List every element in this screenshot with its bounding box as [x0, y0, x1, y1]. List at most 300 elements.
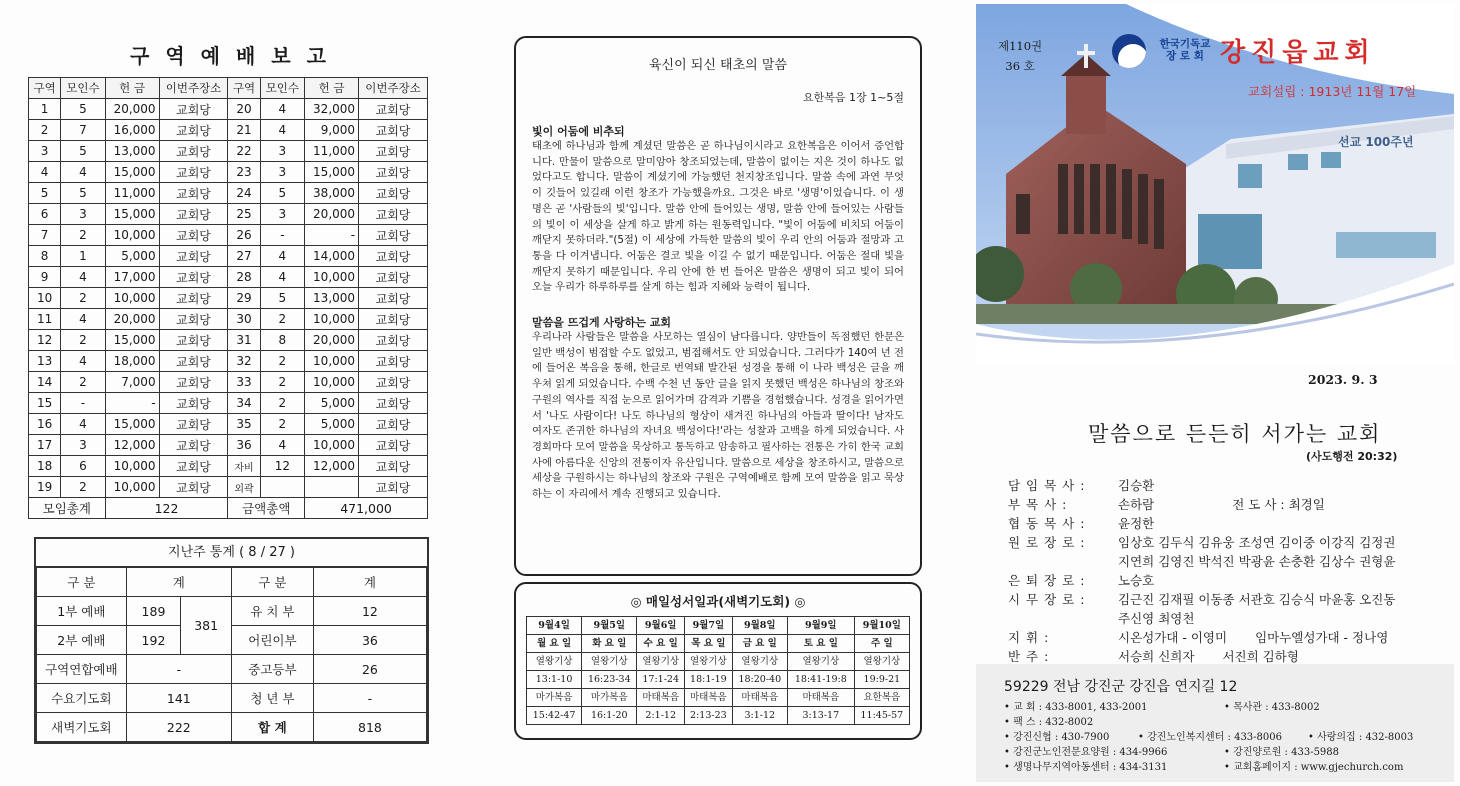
table-cell: 5,000 [305, 414, 359, 435]
staff-list [1008, 476, 1448, 666]
denomination-line: 장 로 회 [1166, 50, 1204, 62]
table-cell: 교회당 [359, 120, 428, 141]
reading-cell: 마태복음 [732, 689, 787, 707]
table-cell: 12,000 [305, 456, 359, 477]
total-value: 122 [105, 498, 228, 519]
table-cell: 11,000 [305, 141, 359, 162]
stats-value: - [313, 684, 426, 713]
table-cell [305, 477, 359, 498]
contact-line [1004, 760, 1454, 775]
table-row [29, 99, 428, 120]
col-header: 모인수 [61, 78, 105, 99]
table-row [29, 477, 428, 498]
table-row [29, 162, 428, 183]
table-cell: 30 [228, 309, 260, 330]
table-cell: 교회당 [159, 162, 228, 183]
stats-label: 새벽기도회 [37, 713, 127, 742]
table-row [29, 435, 428, 456]
contact-line [1004, 730, 1454, 745]
table-cell: 교회당 [159, 330, 228, 351]
table-cell: 8 [260, 330, 304, 351]
staff-role: 시 무 장 로 : [1008, 592, 1086, 607]
table-cell: 2 [61, 288, 105, 309]
table-cell: 5 [260, 288, 304, 309]
table-cell: 23 [228, 162, 260, 183]
reading-cell: 마태복음 [787, 689, 854, 707]
table-cell: 교회당 [359, 372, 428, 393]
reading-cell: 열왕기상 [854, 653, 909, 671]
reading-cell: 3:13-17 [787, 707, 854, 725]
table-cell: 7 [29, 225, 61, 246]
table-cell: 18,000 [105, 351, 159, 372]
staff-row [1008, 609, 1448, 628]
phone: • 목사관 : 433-8002 [1224, 702, 1320, 713]
table-cell: 2 [260, 414, 304, 435]
reading-cell: 11:45-57 [854, 707, 909, 725]
table-cell: 1 [61, 246, 105, 267]
stats-col-header: 계 [126, 568, 231, 597]
table-cell: 교회당 [359, 393, 428, 414]
phone: • 팩 스 : 432-8002 [1004, 717, 1094, 728]
table-cell: 교회당 [159, 351, 228, 372]
staff-row [1008, 476, 1448, 495]
table-cell: 25 [228, 204, 260, 225]
table-cell: 교회당 [159, 141, 228, 162]
reading-cell: 토 요 일 [787, 635, 854, 653]
table-cell: 6 [29, 204, 61, 225]
table-cell: 4 [260, 246, 304, 267]
staff-name: 노승호 [1118, 573, 1155, 588]
staff-role: 담 임 목 사 : [1008, 478, 1086, 493]
table-cell: 자비 [228, 456, 260, 477]
district-total-row [29, 498, 428, 519]
reading-row [527, 635, 910, 653]
col-header: 헌 금 [305, 78, 359, 99]
daily-readings [514, 582, 922, 740]
table-cell: 4 [61, 162, 105, 183]
table-cell: 교회당 [159, 477, 228, 498]
stats-col-header: 계 [313, 568, 426, 597]
table-cell: 10,000 [305, 435, 359, 456]
table-cell: 12 [260, 456, 304, 477]
table-cell: 5,000 [305, 393, 359, 414]
denomination-line: 한국기독교 [1159, 38, 1211, 50]
table-cell: 9 [29, 267, 61, 288]
stats-col-header: 구 분 [37, 568, 127, 597]
staff-role [1008, 552, 1118, 571]
staff-names [1118, 552, 1448, 571]
staff-extra: 서진희 김하형 [1222, 649, 1299, 664]
phone: • 교 회 : 433-8001, 433-2001 [1004, 702, 1148, 713]
staff-names [1118, 495, 1448, 514]
reading-cell: 마가복음 [527, 689, 582, 707]
table-cell: 4 [260, 120, 304, 141]
weekly-stats-title: 지난주 통계 ( 8 / 27 ) [36, 539, 427, 567]
reading-cell: 16:1-20 [582, 707, 637, 725]
table-cell: 5 [61, 99, 105, 120]
table-row [29, 246, 428, 267]
table-cell: 31 [228, 330, 260, 351]
daily-readings-table [526, 616, 910, 725]
table-cell: 4 [61, 309, 105, 330]
table-cell: 5 [260, 183, 304, 204]
table-cell: 15,000 [305, 162, 359, 183]
table-cell: - [105, 393, 159, 414]
sermon-paragraph: 우리나라 사람들은 말씀을 사모하는 열심이 남다릅니다. 양반들이 독점했던 한문은 일반 백성이 범접할 수도 없었고, 범접해서도 안 되었습니다. 그러다가 140여 년 전에 들어온 복음을 통해, 한글로 번역돼 발간된 성경을 통해 이 나라 백성은 글을 깨우쳐 읽게 되었습니다. 수백 수천 년 동안 글을 읽지 못했던 백성은 하나님의 창조와 구원의 역사를 직접 눈으로 읽어가며 감격과 기쁨을 경험했습니다. 성경을 읽어가면서 '나도 사람이다! 나도 하나님의 형상이 새겨진 하나님의 아들과 딸이다! 남자도 여자도 존귀한 하나님의 자녀요 백성이다!'라는 성찰과 고백을 하게 되었습니다. 사경회마다 모여 말씀을 묵상하고 통독하고 암송하고 필사하는 전통은 가히 한국 교회사에 아름다운 신앙의 전통이자 유산입니다. 말씀으로 세상을 창조하시고, 말씀으로 세상을 구원하시는 하나님의 창조와 구원은 구역예배로 함께 모여 말씀을 읽고 묵상하는 이 자리에서 계속 진행되고 있습니다. [532, 331, 904, 501]
sermon-box [514, 36, 922, 576]
table-cell: 15 [29, 393, 61, 414]
reading-cell: 마가복음 [582, 689, 637, 707]
table-row [29, 456, 428, 477]
table-cell: 3 [61, 435, 105, 456]
phone: • 강진군노인전문요양원 : 434-9966 [1004, 747, 1168, 758]
church-motto: 말씀으로 든든히 서가는 교회 [1088, 422, 1382, 446]
reading-cell: 18:20-40 [732, 671, 787, 689]
table-cell: 17 [29, 435, 61, 456]
staff-row [1008, 571, 1448, 590]
table-cell: 20 [228, 99, 260, 120]
sermon-title: 육신이 되신 태초의 말씀 [649, 58, 787, 73]
table-cell: 2 [29, 120, 61, 141]
table-cell: 4 [260, 267, 304, 288]
staff-name: 임상호 김두식 김유웅 조성연 김이중 이강직 김정권 [1118, 535, 1396, 550]
reading-row [527, 617, 910, 635]
table-cell: 33 [228, 372, 260, 393]
phone: • 강진신협 : 430-7900 [1004, 732, 1110, 743]
website-link[interactable]: • 교회홈페이지 : www.gjechurch.com [1224, 762, 1404, 773]
table-cell: 2 [260, 351, 304, 372]
reading-cell: 9월10일 [854, 617, 909, 635]
table-cell: 4 [61, 351, 105, 372]
table-cell: 2 [61, 330, 105, 351]
table-cell: 교회당 [359, 351, 428, 372]
bulletin-date: 2023. 9. 3 [1308, 372, 1378, 387]
staff-name: 손하람 [1118, 497, 1155, 512]
district-table [28, 77, 428, 519]
church-name: 강진읍교회 [1220, 38, 1376, 68]
table-cell: 2 [260, 309, 304, 330]
issue: 36 호 [1005, 59, 1035, 73]
reading-cell: 금 요 일 [732, 635, 787, 653]
reading-cell: 열왕기상 [685, 653, 733, 671]
table-cell: 3 [260, 204, 304, 225]
table-cell: 36 [228, 435, 260, 456]
table-cell: 11 [29, 309, 61, 330]
table-row [29, 183, 428, 204]
staff-name: 지연희 김영진 박석진 박광윤 손충환 김상수 권형윤 [1118, 554, 1396, 569]
contact-line [1004, 715, 1454, 730]
table-cell: 12,000 [105, 435, 159, 456]
reading-cell: 3:1-12 [732, 707, 787, 725]
table-cell: 교회당 [359, 414, 428, 435]
table-cell: 교회당 [359, 183, 428, 204]
district-table-header [29, 78, 428, 99]
table-row [29, 267, 428, 288]
table-cell: 14 [29, 372, 61, 393]
table-cell: 교회당 [159, 435, 228, 456]
table-cell: 10,000 [305, 267, 359, 288]
table-cell: 교회당 [359, 456, 428, 477]
reading-cell: 15:42-47 [527, 707, 582, 725]
church-address: 59229 전남 강진군 강진읍 연지길 12 [1004, 679, 1238, 695]
staff-role: 지 휘 : [1008, 630, 1050, 645]
reading-cell: 9월6일 [637, 617, 685, 635]
founded-date: 교회설립 : 1913년 11월 17일 [1248, 84, 1417, 99]
church-logo-icon [1112, 34, 1146, 68]
table-row [29, 225, 428, 246]
reading-cell: 열왕기상 [582, 653, 637, 671]
stats-label: 수요기도회 [37, 684, 127, 713]
table-row [29, 141, 428, 162]
staff-names [1118, 628, 1448, 647]
table-cell: 16 [29, 414, 61, 435]
table-cell: 20,000 [105, 309, 159, 330]
table-cell: 35 [228, 414, 260, 435]
table-cell: 3 [260, 162, 304, 183]
motto-reference: (사도행전 20:32) [1306, 450, 1398, 463]
staff-name: 서승희 신희자 [1118, 649, 1195, 664]
table-cell: 21 [228, 120, 260, 141]
table-cell: 18 [29, 456, 61, 477]
table-row [29, 204, 428, 225]
table-cell: 13 [29, 351, 61, 372]
staff-names [1118, 590, 1448, 609]
weekly-stats [34, 537, 429, 744]
table-cell: 교회당 [159, 204, 228, 225]
table-cell: 교회당 [159, 99, 228, 120]
stats-label: 합 계 [231, 713, 313, 742]
table-cell: 7,000 [105, 372, 159, 393]
table-cell: 교회당 [159, 372, 228, 393]
staff-row [1008, 533, 1448, 552]
staff-name: 주신영 최영천 [1118, 611, 1195, 626]
table-cell: 16,000 [105, 120, 159, 141]
phone: • 사랑의집 : 432-8003 [1308, 732, 1414, 743]
staff-row [1008, 552, 1448, 571]
reading-cell: 요한복음 [854, 689, 909, 707]
table-cell: 교회당 [359, 204, 428, 225]
denomination [1154, 38, 1216, 62]
table-cell: 20,000 [305, 330, 359, 351]
table-cell: 11,000 [105, 183, 159, 204]
stats-value: 36 [313, 626, 426, 655]
reading-cell: 9월4일 [527, 617, 582, 635]
reading-row [527, 671, 910, 689]
stats-value: 141 [126, 684, 231, 713]
table-cell: 2 [61, 372, 105, 393]
stats-label: 청 년 부 [231, 684, 313, 713]
table-cell: 4 [61, 267, 105, 288]
stats-label: 중고등부 [231, 655, 313, 684]
table-cell: 24 [228, 183, 260, 204]
reading-cell: 18:41-19:8 [787, 671, 854, 689]
contact-line [1004, 745, 1454, 760]
amount-value: 471,000 [305, 498, 428, 519]
table-cell: 32 [228, 351, 260, 372]
staff-name: 김근진 김재필 이동종 서관호 김승식 마윤홍 오진동 [1118, 592, 1396, 607]
daily-readings-title: ◎ 매일성서일과(새벽기도회) ◎ [630, 594, 806, 609]
table-cell: 4 [260, 435, 304, 456]
table-cell: 4 [29, 162, 61, 183]
col-header: 구역 [228, 78, 260, 99]
table-cell: 교회당 [159, 393, 228, 414]
stats-label: 어린이부 [231, 626, 313, 655]
table-row [29, 120, 428, 141]
staff-extra: 전 도 사 : 최경일 [1232, 497, 1325, 512]
total-label: 모임총계 [29, 498, 106, 519]
table-cell: 교회당 [359, 309, 428, 330]
table-cell: - [260, 225, 304, 246]
table-cell: 17,000 [105, 267, 159, 288]
table-cell: 5 [61, 183, 105, 204]
table-cell: 15,000 [105, 162, 159, 183]
table-cell: 9,000 [305, 120, 359, 141]
stats-label: 유 치 부 [231, 597, 313, 626]
building-sign: 선교 100주년 [1338, 135, 1414, 149]
cover [976, 4, 1454, 782]
stats-value: 192 [126, 626, 181, 655]
table-cell: 교회당 [359, 477, 428, 498]
table-cell: 19 [29, 477, 61, 498]
stats-value: 189 [126, 597, 181, 626]
table-cell: 10,000 [305, 309, 359, 330]
table-cell: - [61, 393, 105, 414]
reading-cell: 열왕기상 [732, 653, 787, 671]
table-cell: 10,000 [305, 351, 359, 372]
staff-row [1008, 514, 1448, 533]
table-cell: 교회당 [159, 288, 228, 309]
staff-names [1118, 533, 1448, 552]
reading-cell: 마태복음 [637, 689, 685, 707]
reading-row [527, 707, 910, 725]
volume-issue [998, 36, 1042, 76]
reading-cell: 2:13-23 [685, 707, 733, 725]
reading-cell: 열왕기상 [527, 653, 582, 671]
district-report [28, 40, 428, 519]
table-cell: 6 [61, 456, 105, 477]
col-header: 이번주장소 [159, 78, 228, 99]
reading-cell: 19:9-21 [854, 671, 909, 689]
table-cell: 교회당 [159, 246, 228, 267]
staff-name: 시온성가대 - 이영미 [1118, 630, 1228, 645]
staff-row [1008, 628, 1448, 647]
reading-cell: 18:1-19 [685, 671, 733, 689]
reading-cell: 2:1-12 [637, 707, 685, 725]
table-cell: 10,000 [105, 225, 159, 246]
staff-names [1118, 476, 1448, 495]
stats-value: 26 [313, 655, 426, 684]
table-cell: 교회당 [359, 330, 428, 351]
table-cell: 10,000 [105, 477, 159, 498]
table-cell: 13,000 [105, 141, 159, 162]
table-cell: 22 [228, 141, 260, 162]
reading-row [527, 653, 910, 671]
reading-cell: 9월9일 [787, 617, 854, 635]
table-cell: 교회당 [359, 288, 428, 309]
staff-extra: 임마누엘성가대 - 정나영 [1255, 630, 1389, 645]
contact-info [976, 664, 1454, 782]
stats-value: 12 [313, 597, 426, 626]
table-cell: 32,000 [305, 99, 359, 120]
sermon-reference: 요한복음 1장 1~5절 [803, 91, 904, 104]
stats-label: 구역연합예배 [37, 655, 127, 684]
table-row [29, 351, 428, 372]
table-cell: 2 [61, 477, 105, 498]
volume: 제110권 [998, 39, 1043, 53]
table-cell: 5 [61, 141, 105, 162]
table-cell: 13,000 [305, 288, 359, 309]
table-cell: 20,000 [105, 99, 159, 120]
table-row [29, 414, 428, 435]
table-cell: 12 [29, 330, 61, 351]
table-cell: 5 [29, 183, 61, 204]
reading-cell: 마태복음 [685, 689, 733, 707]
table-cell: 10,000 [305, 372, 359, 393]
table-cell: 3 [260, 141, 304, 162]
reading-cell: 17:1-24 [637, 671, 685, 689]
table-row [29, 330, 428, 351]
table-row [29, 288, 428, 309]
table-cell: 28 [228, 267, 260, 288]
table-cell: 교회당 [359, 225, 428, 246]
reading-cell: 열왕기상 [637, 653, 685, 671]
table-cell: 4 [260, 99, 304, 120]
phone: • 강진노인복지센터 : 433-8006 [1138, 732, 1282, 743]
table-cell: 2 [260, 393, 304, 414]
table-cell: 1 [29, 99, 61, 120]
col-header: 모인수 [260, 78, 304, 99]
table-cell: 교회당 [359, 162, 428, 183]
staff-role: 반 주 : [1008, 649, 1050, 664]
table-cell: 15,000 [105, 414, 159, 435]
col-header: 헌 금 [105, 78, 159, 99]
staff-row [1008, 590, 1448, 609]
reading-cell: 목 요 일 [685, 635, 733, 653]
stats-value: - [126, 655, 231, 684]
reading-cell: 9월7일 [685, 617, 733, 635]
table-cell: 4 [61, 414, 105, 435]
contact-line [1004, 700, 1454, 715]
reading-cell: 16:23-34 [582, 671, 637, 689]
table-cell: 교회당 [159, 309, 228, 330]
table-cell [260, 477, 304, 498]
table-cell: 27 [228, 246, 260, 267]
amount-label: 금액총액 [228, 498, 305, 519]
table-cell: 교회당 [159, 456, 228, 477]
table-cell: 교회당 [359, 435, 428, 456]
table-cell: 외곽 [228, 477, 260, 498]
staff-role: 원 로 장 로 : [1008, 535, 1086, 550]
table-cell: 2 [260, 372, 304, 393]
table-cell: 38,000 [305, 183, 359, 204]
table-cell: 5,000 [105, 246, 159, 267]
staff-name: 김승환 [1118, 478, 1155, 493]
table-cell: 3 [29, 141, 61, 162]
table-cell: - [305, 225, 359, 246]
table-cell: 교회당 [359, 267, 428, 288]
table-cell: 29 [228, 288, 260, 309]
stats-col-header: 구 분 [231, 568, 313, 597]
district-table-body [29, 99, 428, 498]
staff-names [1118, 571, 1448, 590]
table-cell: 14,000 [305, 246, 359, 267]
stats-sum: 381 [181, 597, 232, 655]
table-cell: 교회당 [359, 99, 428, 120]
weekly-stats-table [36, 567, 427, 742]
stats-value: 818 [313, 713, 426, 742]
table-cell: 15,000 [105, 204, 159, 225]
table-cell: 2 [61, 225, 105, 246]
